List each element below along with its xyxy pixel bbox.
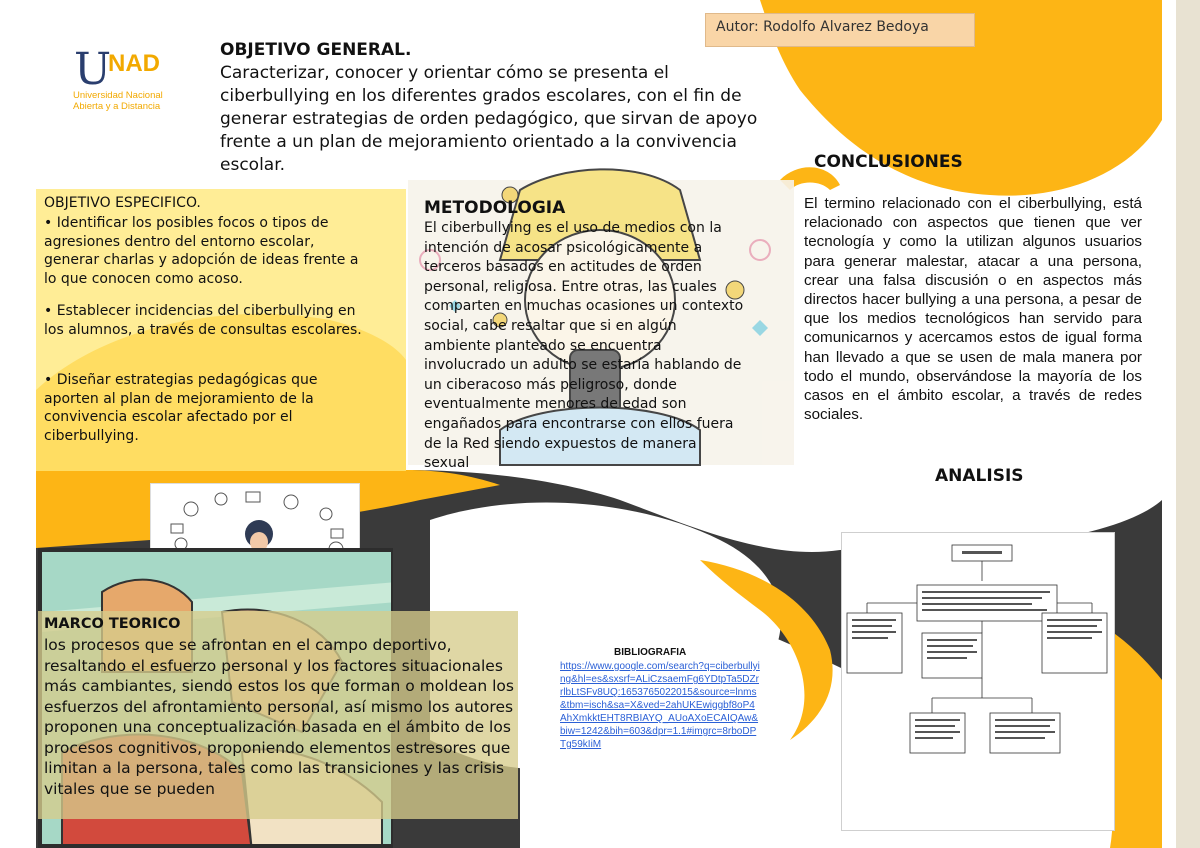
specific-objective-item-2: • Establecer incidencias del ciberbullying en los alumnos, a través de consultas escolares. xyxy=(44,303,362,338)
logo-subtitle-line2: Abierta y a Distancia xyxy=(73,101,161,112)
methodology-text: El ciberbullying es el uso de medios con la intención de acosar psicológicamente a terceros basados en actitudes de orden personal, religiosa. Entre otras, las cuales comparten en muchas ocasiones un contexto social, cabe resaltar que si en algún ambiente planteado se encuentra involucrado un adulto se estaría hablando de un ciberacoso más peligroso, donde eventualmente menores de edad son engañados para encontrarse con ellos fuera de la Red siendo expuestos de manera sexual xyxy=(424,220,744,472)
specific-objective-title: OBJETIVO ESPECIFICO. xyxy=(44,195,201,211)
theoretical-framework-text: los procesos que se afrontan en el campo deportivo, resaltando el esfuerzo personal y los factores situacionales más cambiantes, siendo estos los que forman o moldean los esfuerzos del afrontamiento personal, así mismo los autores proponen una conceptualización basada en el ámbito de los procesos cognitivos, proponiendo elementos estresores que limitan a la persona, tales como las transiciones y las crisis vitales que se pueden xyxy=(44,636,514,798)
conclusions-text: El termino relacionado con el ciberbullying, está relacionado con aspectos que tienen que ver tecnología y como la utilizan algunos usuarios para generar malestar, atacar a una persona, crear una falsa discusión o en aspectos más directos hacer bullying a una persona, a pesar de que los medios tecnológicos han servido para comunicarnos y acercamos estos de igual forma han llevado a que se usen de mala manera por todo el mundo, observándose la mayoría de los casos en el ámbito escolar, a través de redes sociales. xyxy=(804,195,1142,424)
analysis-title: ANALISIS xyxy=(935,466,1024,486)
specific-objective-item-1: • Identificar los posibles focos o tipos de agresiones dentro del entorno escolar, generar charlas y adopción de ideas frente a lo que conocen como acoso. xyxy=(44,215,359,287)
logo-letters-nad: NAD xyxy=(108,50,160,77)
logo-subtitle xyxy=(73,90,163,112)
general-objective-text: Caracterizar, conocer y orientar cómo se presenta el ciberbullying en los diferentes grados escolares, con el fin de generar estrategias de orden pedagógico, que sirvan de apoyo frente a un plan de mejoramiento orientado a la convivencia escolar. xyxy=(220,63,758,175)
logo-subtitle-line1: Universidad Nacional xyxy=(73,90,163,101)
bibliography-link[interactable]: https://www.google.com/search?q=ciberbullying&hl=es&sxsrf=ALiCzsaemFg6YDtpTa5DZrrlbLtSFv8UQ:1653765022015&source=lnms&tbm=isch&sa=X&ved=2ahUKEwiggbf8oP4AhXmkktEHT8RBIAYQ_AUoAXoECAIQAw&biw=1242&bih=603&dpr=1.1#imgrc=8rboDPTg59kIiM xyxy=(560,661,760,750)
logo-letter-u: U xyxy=(74,44,112,95)
general-objective-title: OBJETIVO GENERAL. xyxy=(220,40,412,60)
methodology-title: METODOLOGIA xyxy=(424,198,566,218)
theoretical-framework-title: MARCO TEORICO xyxy=(44,616,181,632)
analysis-flow-diagram xyxy=(841,532,1115,831)
bibliography-title: BIBLIOGRAFIA xyxy=(614,647,687,658)
right-edge-photo-strip xyxy=(1176,0,1200,848)
conclusions-title: CONCLUSIONES xyxy=(814,152,963,172)
specific-objective-item-3: • Diseñar estrategias pedagógicas que aporten al plan de mejoramiento de la convivencia escolar afectado por el ciberbullying. xyxy=(44,372,318,444)
author-box: Autor: Rodolfo Alvarez Bedoya xyxy=(705,13,975,47)
